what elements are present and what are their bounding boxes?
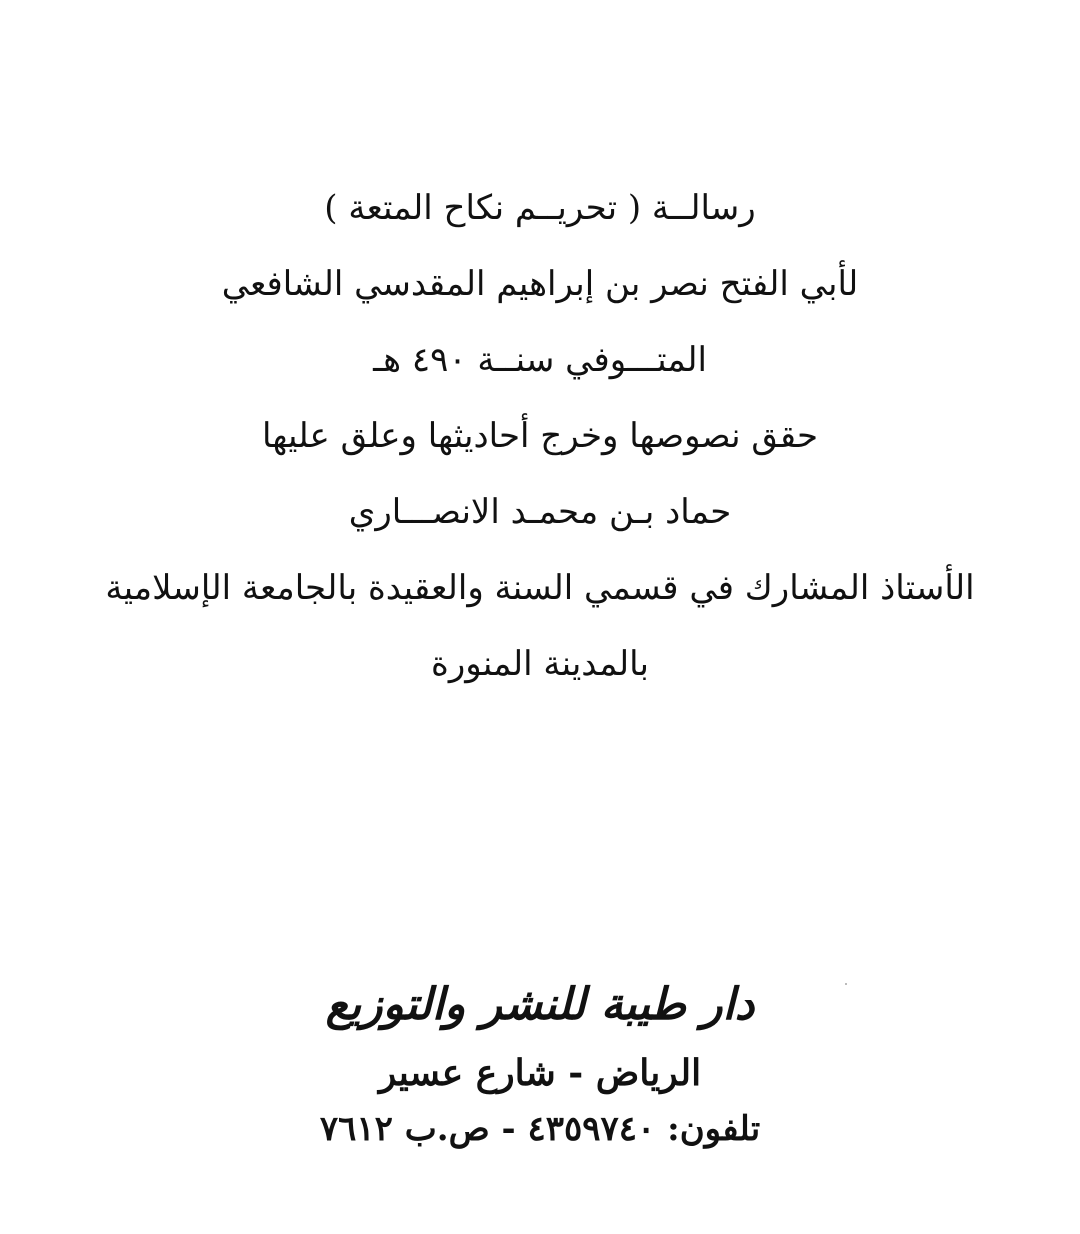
title-block [0, 170, 1080, 702]
publisher-phone: تلفون: ٤٣٥٩٧٤٠ - ص.ب ٧٦١٢ [319, 1109, 761, 1149]
death-date-line: المتـــوفي سنــة ٤٩٠ هـ [373, 340, 707, 380]
treatise-title: رسالــة ( تحريــم نكاح المتعة ) [324, 188, 756, 228]
editor-position-line: الأستاذ المشارك في قسمي السنة والعقيدة بالجامعة الإسلامية [105, 568, 975, 608]
editing-note-line: حقق نصوصها وخرج أحاديثها وعلق عليها [261, 416, 819, 456]
author-line: لأبي الفتح نصر بن إبراهيم المقدسي الشافعي [221, 264, 859, 304]
publisher-address: الرياض - شارع عسير [378, 1052, 702, 1094]
publisher-block [0, 965, 1080, 1157]
editor-name-line: حماد بـن محمـد الانصـــاري [348, 492, 732, 532]
editor-location-line: بالمدينة المنورة [431, 644, 649, 684]
publisher-name: دار طيبة للنشر والتوزيع [325, 979, 755, 1030]
